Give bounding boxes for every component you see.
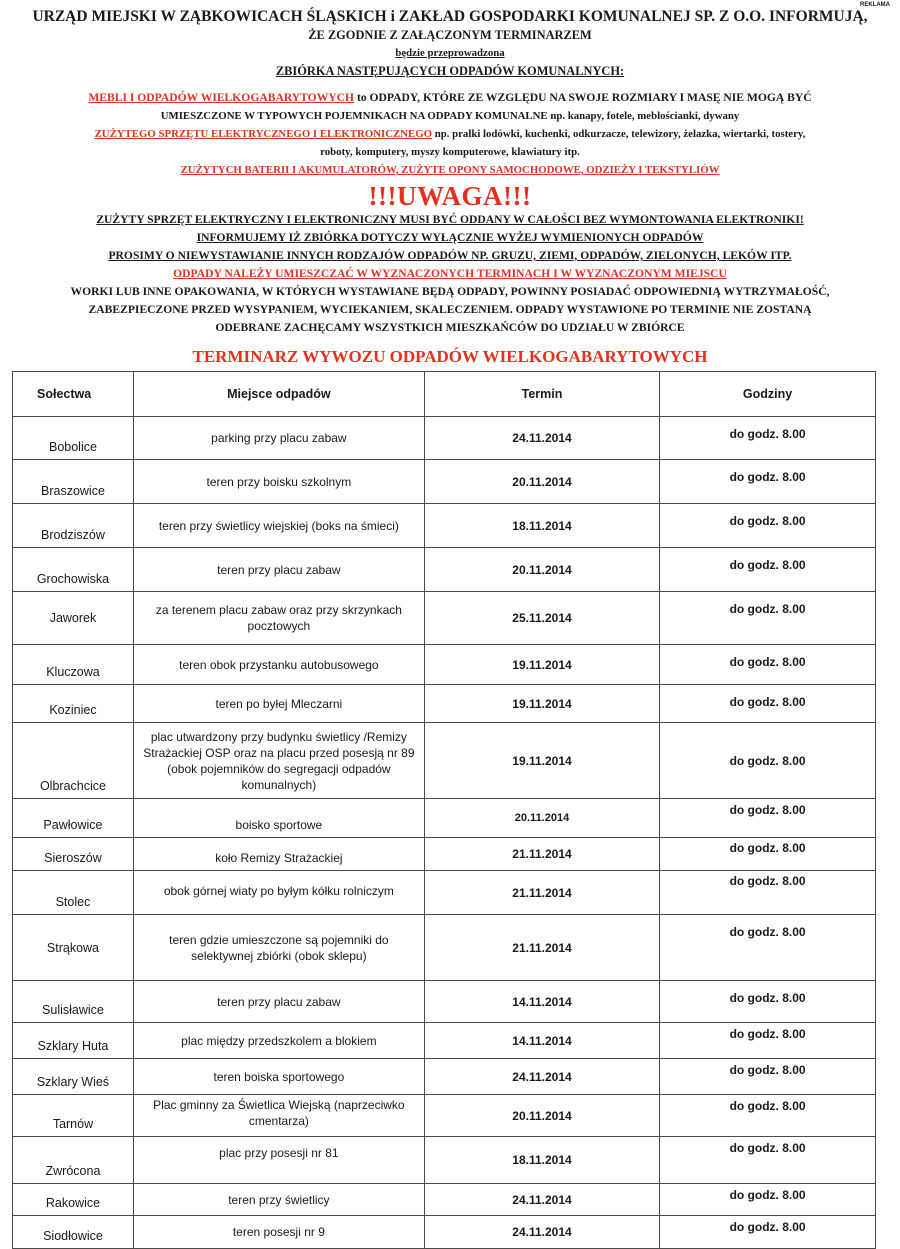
village-cell: Sieroszów [13, 838, 134, 871]
date-cell: 24.11.2014 [424, 1216, 659, 1249]
warning-heading: !!!UWAGA!!! [368, 181, 532, 211]
hours-cell: do godz. 8.00 [660, 685, 876, 723]
hours-cell: do godz. 8.00 [660, 460, 876, 504]
place-cell: boisko sportowe [133, 799, 424, 838]
hours-cell: do godz. 8.00 [660, 723, 876, 799]
electronics-description: np. pralki lodówki, kuchenki, odkurzacze, telewizory, żelazka, wiertarki, tostery, [432, 128, 806, 140]
date-cell: 24.11.2014 [424, 1184, 659, 1216]
hours-cell: do godz. 8.00 [660, 915, 876, 981]
table-row [13, 981, 876, 1023]
table-row [13, 723, 876, 799]
hours-cell: do godz. 8.00 [660, 981, 876, 1023]
village-cell: Rakowice [13, 1184, 134, 1216]
place-cell: teren przy boisku szkolnym [133, 460, 424, 504]
place-cell: koło Remizy Strażackiej [133, 838, 424, 871]
village-cell: Jaworek [13, 592, 134, 645]
village-cell: Braszowice [13, 460, 134, 504]
table-row [13, 685, 876, 723]
place-cell: Plac gminny za Świetlica Wiejską (naprzeciwko cmentarza) [133, 1095, 424, 1137]
electronics-line-2: roboty, komputery, myszy komputerowe, klawiatury itp. [320, 146, 580, 158]
notice-header [0, 8, 900, 367]
table-row [13, 1023, 876, 1059]
hours-cell: do godz. 8.00 [660, 838, 876, 871]
furniture-heading: MEBLI I ODPADÓW WIELKOGABARYTOWYCH [88, 91, 355, 104]
place-cell: teren przy świetlicy wiejskiej (boks na śmieci) [133, 504, 424, 548]
table-row [13, 592, 876, 645]
date-cell: 24.11.2014 [424, 1059, 659, 1095]
place-cell: plac utwardzony przy budynku świetlicy /Remizy Strażackiej OSP oraz na placu przed posesją nr 89 (obok pojemników do segregacji odpadów komunalnych) [133, 723, 424, 799]
hours-cell: do godz. 8.00 [660, 871, 876, 915]
village-cell: Stolec [13, 871, 134, 915]
notice-line-2: INFORMUJEMY IŻ ZBIÓRKA DOTYCZY WYŁĄCZNIE WYŻEJ WYMIENIONYCH ODPADÓW [196, 231, 704, 244]
advertisement-label: REKLAMA [860, 2, 890, 8]
place-cell: teren obok przystanku autobusowego [133, 645, 424, 685]
notice-subtitle: ŻE ZGODNIE Z ZAŁĄCZONYM TERMINARZEM [308, 28, 592, 42]
hours-cell: do godz. 8.00 [660, 1023, 876, 1059]
date-cell: 18.11.2014 [424, 504, 659, 548]
notice-line-5: WORKI LUB INNE OPAKOWANIA, W KTÓRYCH WYSTAWIANE BĘDĄ ODPADY, POWINNY POSIADAĆ ODPOWIEDNIĄ WYTRZYMAŁOŚĆ, [70, 285, 830, 298]
notice-line-1: ZUŻYTY SPRZĘT ELEKTRYCZNY I ELEKTRONICZNY MUSI BYĆ ODDANY W CAŁOŚCI BEZ WYMONTOWANIA ELEKTRONIKI! [96, 213, 804, 226]
schedule-table-body [13, 417, 876, 1249]
village-cell: Brodziszów [13, 504, 134, 548]
hours-cell: do godz. 8.00 [660, 1184, 876, 1216]
village-cell: Sulisławice [13, 981, 134, 1023]
column-header-village: Sołectwa [13, 372, 134, 417]
date-cell: 20.11.2014 [424, 1095, 659, 1137]
date-cell: 18.11.2014 [424, 1137, 659, 1184]
village-cell: Zwrócona [13, 1137, 134, 1184]
column-header-date: Termin [424, 372, 659, 417]
table-row [13, 645, 876, 685]
hours-cell: do godz. 8.00 [660, 1216, 876, 1249]
date-cell: 19.11.2014 [424, 645, 659, 685]
table-row [13, 838, 876, 871]
hours-cell: do godz. 8.00 [660, 1059, 876, 1095]
hours-cell: do godz. 8.00 [660, 1095, 876, 1137]
electronics-line [0, 125, 900, 143]
date-cell: 25.11.2014 [424, 592, 659, 645]
village-cell: Szklary Wieś [13, 1059, 134, 1095]
hours-cell: do godz. 8.00 [660, 1137, 876, 1184]
table-row [13, 548, 876, 592]
date-cell: 19.11.2014 [424, 723, 659, 799]
place-cell: plac przy posesji nr 81 [133, 1137, 424, 1184]
date-cell: 14.11.2014 [424, 981, 659, 1023]
place-cell: teren przy placu zabaw [133, 981, 424, 1023]
place-cell: parking przy placu zabaw [133, 417, 424, 460]
hours-cell: do godz. 8.00 [660, 592, 876, 645]
notice-title: URZĄD MIEJSKI W ZĄBKOWICACH ŚLĄSKICH i ZAKŁAD GOSPODARKI KOMUNALNEJ SP. Z O.O. INFORMUJĄ, [32, 8, 868, 25]
schedule-table [12, 371, 876, 1249]
date-cell: 14.11.2014 [424, 1023, 659, 1059]
place-cell: teren posesji nr 9 [133, 1216, 424, 1249]
column-header-place: Miejsce odpadów [133, 372, 424, 417]
hours-cell: do godz. 8.00 [660, 799, 876, 838]
village-cell: Pawłowice [13, 799, 134, 838]
date-cell: 20.11.2014 [424, 799, 659, 838]
electronics-heading: ZUŻYTEGO SPRZĘTU ELEKTRYCZNEGO I ELEKTRONICZNEGO [94, 128, 433, 140]
village-cell: Grochowiska [13, 548, 134, 592]
village-cell: Olbrachcice [13, 723, 134, 799]
table-row [13, 871, 876, 915]
place-cell: plac między przedszkolem a blokiem [133, 1023, 424, 1059]
date-cell: 20.11.2014 [424, 548, 659, 592]
place-cell: za terenem placu zabaw oraz przy skrzynkach pocztowych [133, 592, 424, 645]
place-cell: teren gdzie umieszczone są pojemniki do selektywnej zbiórki (obok sklepu) [133, 915, 424, 981]
table-row [13, 1137, 876, 1184]
table-row [13, 1059, 876, 1095]
place-cell: teren przy placu zabaw [133, 548, 424, 592]
column-header-hours: Godziny [660, 372, 876, 417]
batteries-line: ZUŻYTYCH BATERII I AKUMULATORÓW, ZUŻYTE OPONY SAMOCHODOWE, ODZIEŻY I TEKSTYLIÓW [180, 164, 720, 176]
schedule-title: TERMINARZ WYWOZU ODPADÓW WIELKOGABARYTOWYCH [192, 347, 708, 366]
village-cell: Tarnów [13, 1095, 134, 1137]
notice-subtitle-3: ZBIÓRKA NASTĘPUJĄCYCH ODPADÓW KOMUNALNYCH: [275, 64, 625, 78]
hours-cell: do godz. 8.00 [660, 504, 876, 548]
village-cell: Siodłowice [13, 1216, 134, 1249]
hours-cell: do godz. 8.00 [660, 417, 876, 460]
village-cell: Szklary Huta [13, 1023, 134, 1059]
table-row [13, 799, 876, 838]
table-row [13, 460, 876, 504]
date-cell: 21.11.2014 [424, 871, 659, 915]
village-cell: Bobolice [13, 417, 134, 460]
notice-line-7: ODEBRANE ZACHĘCAMY WSZYSTKICH MIESZKAŃCÓW DO UDZIAŁU W ZBIÓRCE [215, 321, 685, 334]
table-row [13, 1184, 876, 1216]
table-row [13, 915, 876, 981]
village-cell: Koziniec [13, 685, 134, 723]
place-cell: teren boiska sportowego [133, 1059, 424, 1095]
date-cell: 20.11.2014 [424, 460, 659, 504]
furniture-line [0, 89, 900, 107]
village-cell: Strąkowa [13, 915, 134, 981]
notice-line-6: ZABEZPIECZONE PRZED WYSYPANIEM, WYCIEKANIEM, SKALECZENIEM. ODPADY WYSTAWIONE PO TERMINIE NIE ZOSTANĄ [88, 303, 812, 316]
table-header-row [13, 372, 876, 417]
furniture-line-2: UMIESZCZONE W TYPOWYCH POJEMNIKACH NA ODPADY KOMUNALNE np. kanapy, fotele, meblościanki, dywany [160, 110, 740, 122]
village-cell: Kluczowa [13, 645, 134, 685]
table-row [13, 417, 876, 460]
hours-cell: do godz. 8.00 [660, 645, 876, 685]
notice-line-3: PROSIMY O NIEWYSTAWIANIE INNYCH RODZAJÓW ODPADÓW NP. GRUZU, ZIEMI, ODPADÓW, ZIELONYCH, LEKÓW ITP. [108, 249, 792, 262]
date-cell: 21.11.2014 [424, 838, 659, 871]
notice-subtitle-2: będzie przeprowadzona [395, 47, 505, 59]
table-row [13, 1095, 876, 1137]
hours-cell: do godz. 8.00 [660, 548, 876, 592]
date-cell: 24.11.2014 [424, 417, 659, 460]
date-cell: 19.11.2014 [424, 685, 659, 723]
furniture-description: to ODPADY, KTÓRE ZE WZGLĘDU NA SWOJE ROZMIARY I MASĘ NIE MOGĄ BYĆ [354, 91, 812, 104]
place-cell: obok górnej wiaty po byłym kółku rolniczym [133, 871, 424, 915]
date-cell: 21.11.2014 [424, 915, 659, 981]
place-cell: teren po byłej Mleczarni [133, 685, 424, 723]
place-cell: teren przy świetlicy [133, 1184, 424, 1216]
table-row [13, 504, 876, 548]
notice-line-4: ODPADY NALEŻY UMIESZCZAĆ W WYZNACZONYCH TERMINACH I W WYZNACZONYM MIEJSCU [173, 267, 727, 280]
